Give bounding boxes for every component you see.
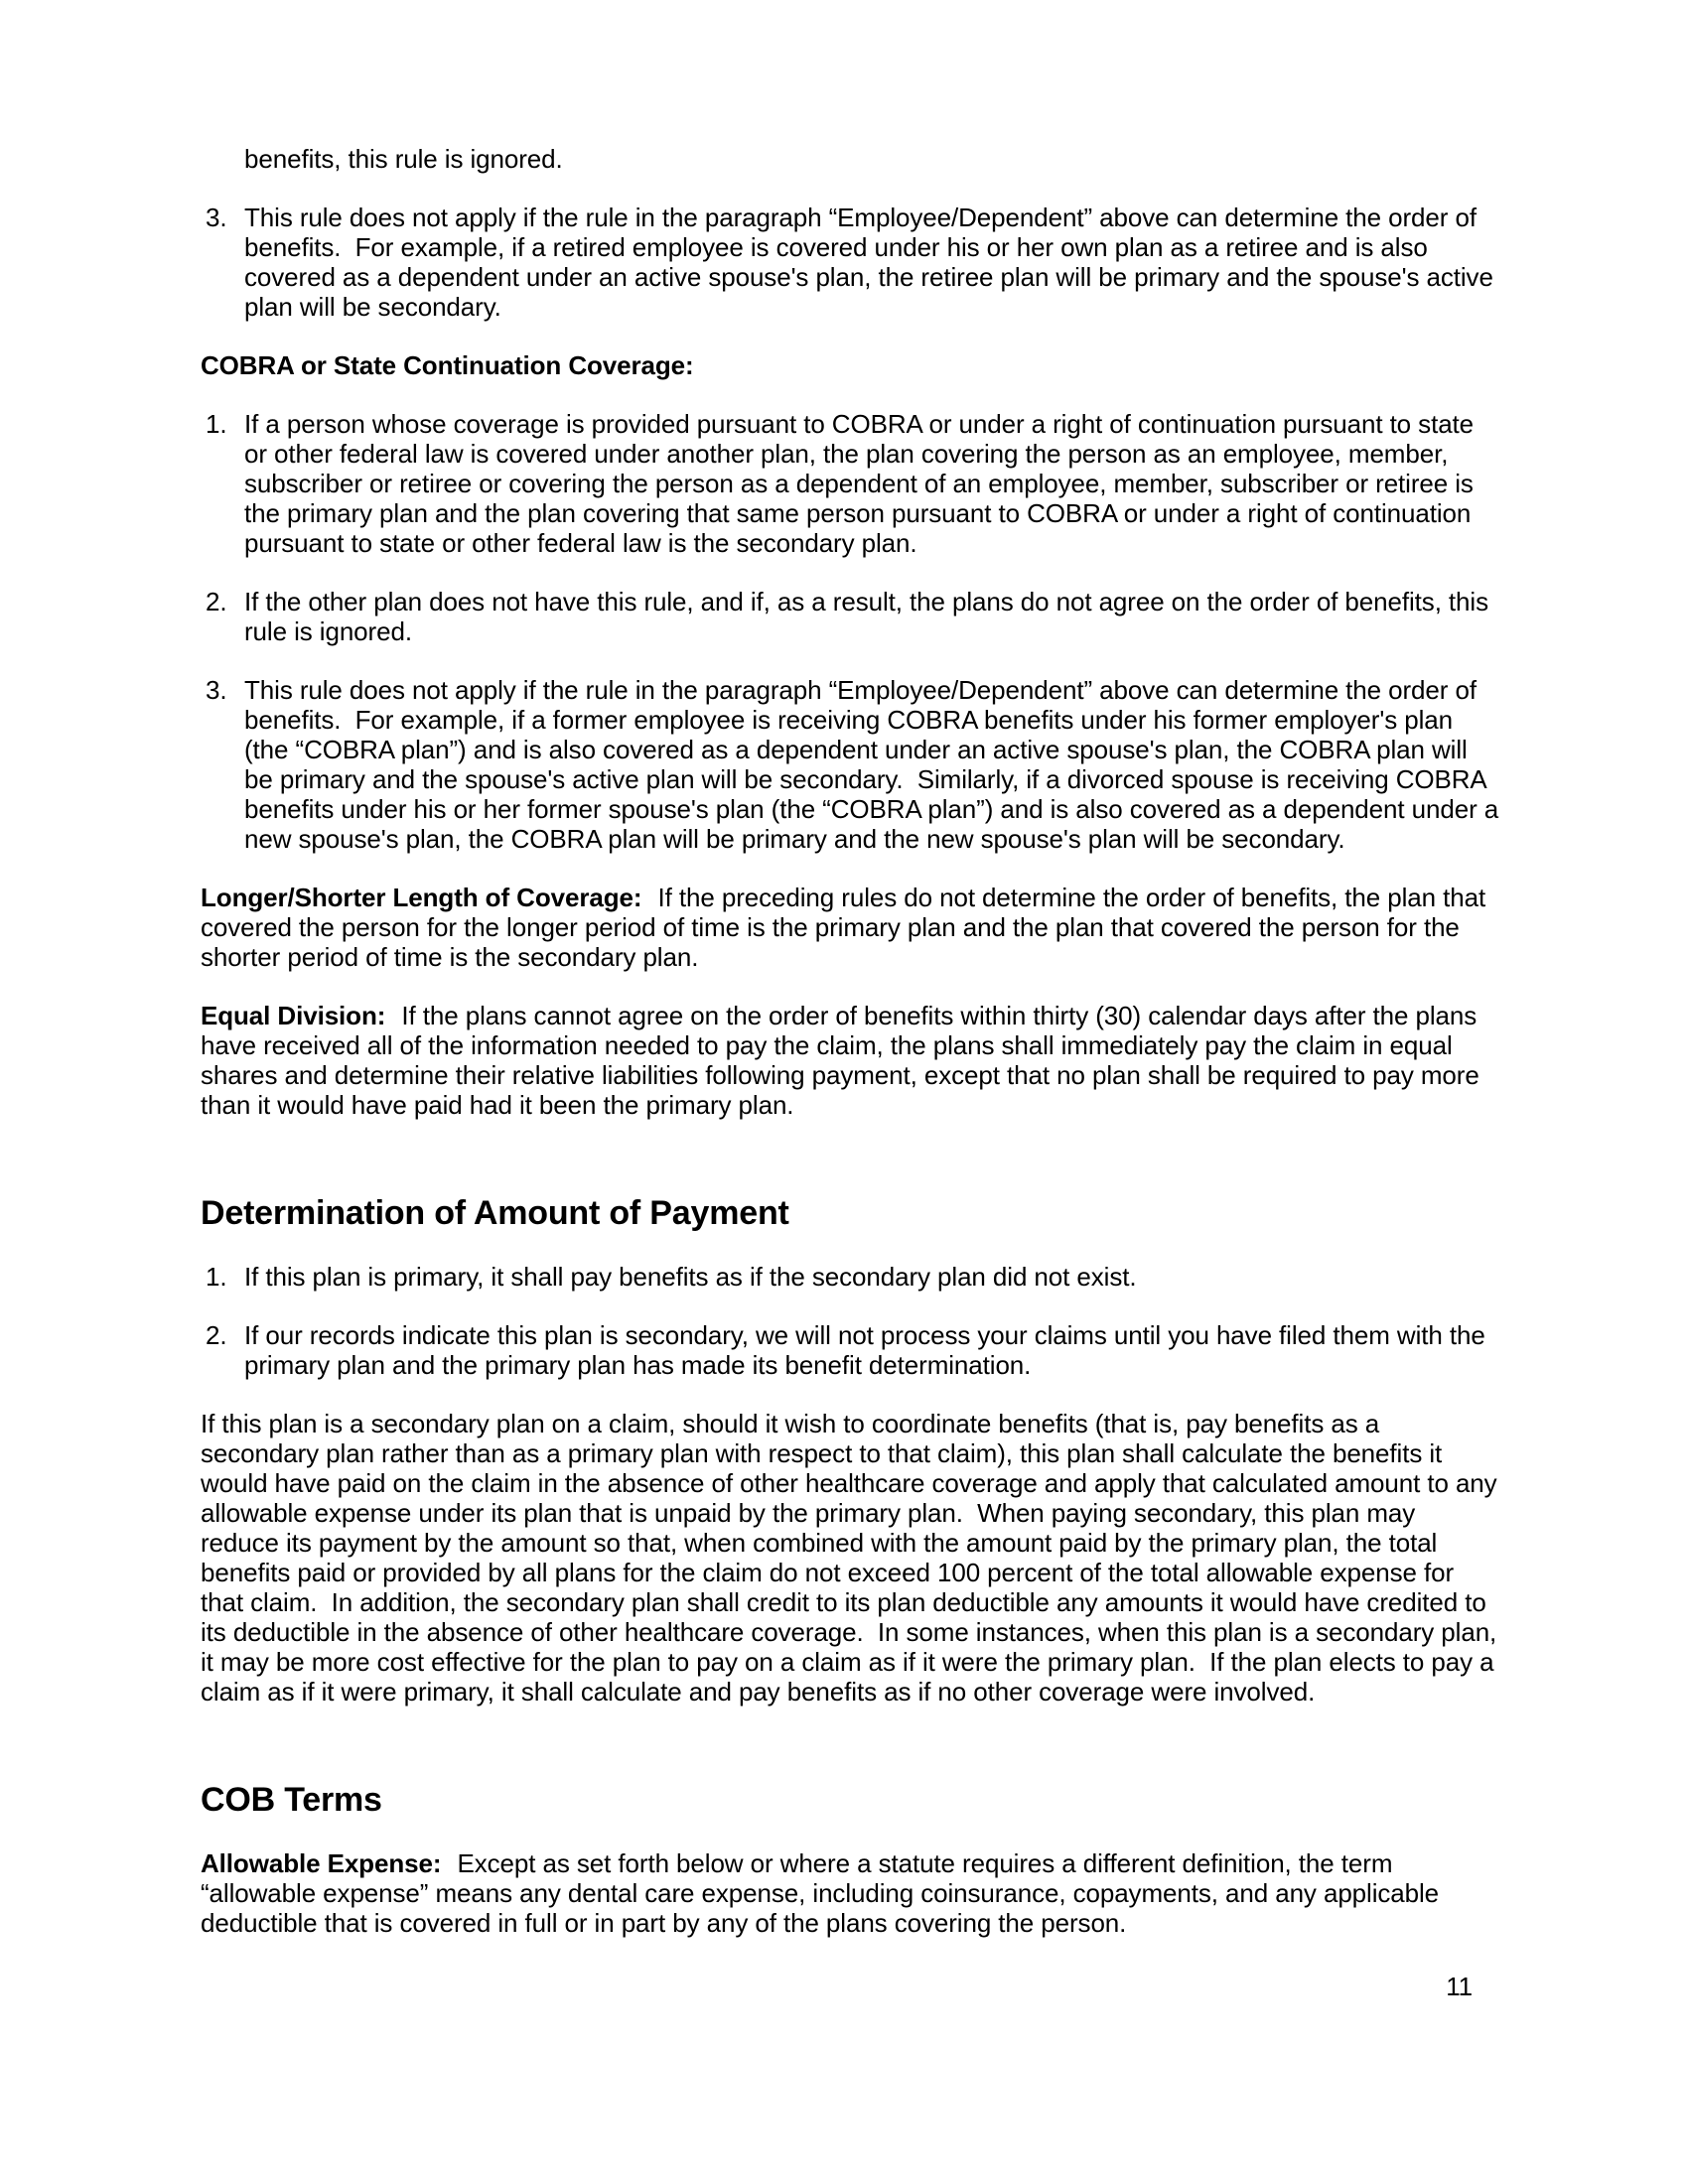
determination-paragraph: If this plan is a secondary plan on a claim, should it wish to coordinate benefits (that is, pay benefits as a secondary plan rather than as a primary plan with respect to that claim), this plan shall calculate the benefits it would have paid on the claim in the absence of other healthcare coverage and apply that calculated amount to any allowable expense under its plan that is unpaid by the primary plan. When paying secondary, this plan may reduce its payment by the amount so that, when combined with the amount paid by the primary plan, the total benefits paid or provided by all plans for the claim do not exceed 100 percent of the total allowable expense for that claim. In addition, the secondary plan shall credit to its plan deductible any amounts it would have credited to its deductible in the absence of other healthcare coverage. In some instances, when this plan is a secondary plan, it may be more cost effective for the plan to pay on a claim as if it were the primary plan. If the plan elects to pay a claim as if it were primary, it shall calculate and pay benefits as if no other coverage were involved. — [201, 1409, 1504, 1706]
longer-shorter-label: Longer/Shorter Length of Coverage: — [201, 883, 642, 912]
list-item-text: If the other plan does not have this rule, and if, as a result, the plans do not agree on the order of benefits, this rule is ignored. — [244, 587, 1496, 646]
allowable-expense-label: Allowable Expense: — [201, 1848, 442, 1878]
list-item-number: 3. — [206, 203, 227, 232]
cob-terms-section-heading: COB Terms — [201, 1781, 382, 1819]
allowable-expense-text: Except as set forth below or where a statute requires a different definition, the term “allowable expense” means any dental care expense, including coinsurance, copayments, and any applicable deductible that is covered in full or in part by any of the plans covering the person. — [201, 1848, 1447, 1938]
list-item-text: If this plan is primary, it shall pay benefits as if the secondary plan did not exist. — [244, 1262, 1137, 1292]
list-item-text: This rule does not apply if the rule in the paragraph “Employee/Dependent” above can determine the order of benefits. For example, if a former employee is receiving COBRA benefits under his former employer's plan (the “COBRA plan”) and is also covered as a dependent under an active spouse's plan, the COBRA plan will be primary and the spouse's active plan will be secondary. Similarly, if a divorced spouse is receiving COBRA benefits under his or her former spouse's plan (the “COBRA plan”) and is also covered as a dependent under a new spouse's plan, the COBRA plan will be primary and the new spouse's plan will be secondary. — [244, 675, 1506, 854]
list-item-number: 3. — [206, 675, 227, 705]
list-item-text: If our records indicate this plan is secondary, we will not process your claims until you have filed them with the primary plan and the primary plan has made its benefit determination. — [244, 1320, 1492, 1380]
list-item-cobra-1 — [201, 409, 1499, 558]
list-item-text: This rule does not apply if the rule in the paragraph “Employee/Dependent” above can determine the order of benefits. For example, if a retired employee is covered under his or her own plan as a retiree and is also covered as a dependent under an active spouse's plan, the retiree plan will be primary and the spouse's active plan will be secondary. — [244, 203, 1500, 322]
list-item-determination-2 — [201, 1320, 1499, 1380]
list-item-text: If a person whose coverage is provided pursuant to COBRA or under a right of continuation pursuant to state or other federal law is covered under another plan, the plan covering the person as an employee, member, subscriber or retiree or covering the person as a dependent of an employee, member, subscriber or retiree is the primary plan and the plan covering that same person pursuant to COBRA or under a right of continuation pursuant to state or other federal law is the secondary plan. — [244, 409, 1481, 558]
continuation-line: benefits, this rule is ignored. — [244, 144, 563, 174]
longer-shorter-paragraph — [201, 883, 1499, 972]
list-item-cobra-2 — [201, 587, 1499, 646]
list-item-cobra-3 — [201, 675, 1506, 854]
list-item-number: 1. — [206, 409, 227, 439]
cobra-subheading: COBRA or State Continuation Coverage: — [201, 350, 694, 380]
list-item-determination-1 — [201, 1262, 1499, 1292]
list-item-employee-dependent-3 — [201, 203, 1499, 322]
equal-division-paragraph — [201, 1001, 1499, 1120]
list-item-number: 1. — [206, 1262, 227, 1292]
equal-division-label: Equal Division: — [201, 1001, 386, 1030]
page-number: 11 — [1446, 1972, 1473, 2001]
allowable-expense-paragraph — [201, 1848, 1499, 1938]
list-item-number: 2. — [206, 1320, 227, 1350]
longer-shorter-text: If the preceding rules do not determine the order of benefits, the plan that covered the person for the longer period of time is the primary plan and the plan that covered the person for the shorter period of time is the secondary plan. — [201, 883, 1493, 972]
list-item-number: 2. — [206, 587, 227, 616]
equal-division-text: If the plans cannot agree on the order of benefits within thirty (30) calendar days after the plans have received all of the information needed to pay the claim, the plans shall immediately pay the claim in equal shares and determine their relative liabilities following payment, except that no plan shall be required to pay more than it would have paid had it been the primary plan. — [201, 1001, 1486, 1120]
determination-section-heading: Determination of Amount of Payment — [201, 1194, 789, 1232]
